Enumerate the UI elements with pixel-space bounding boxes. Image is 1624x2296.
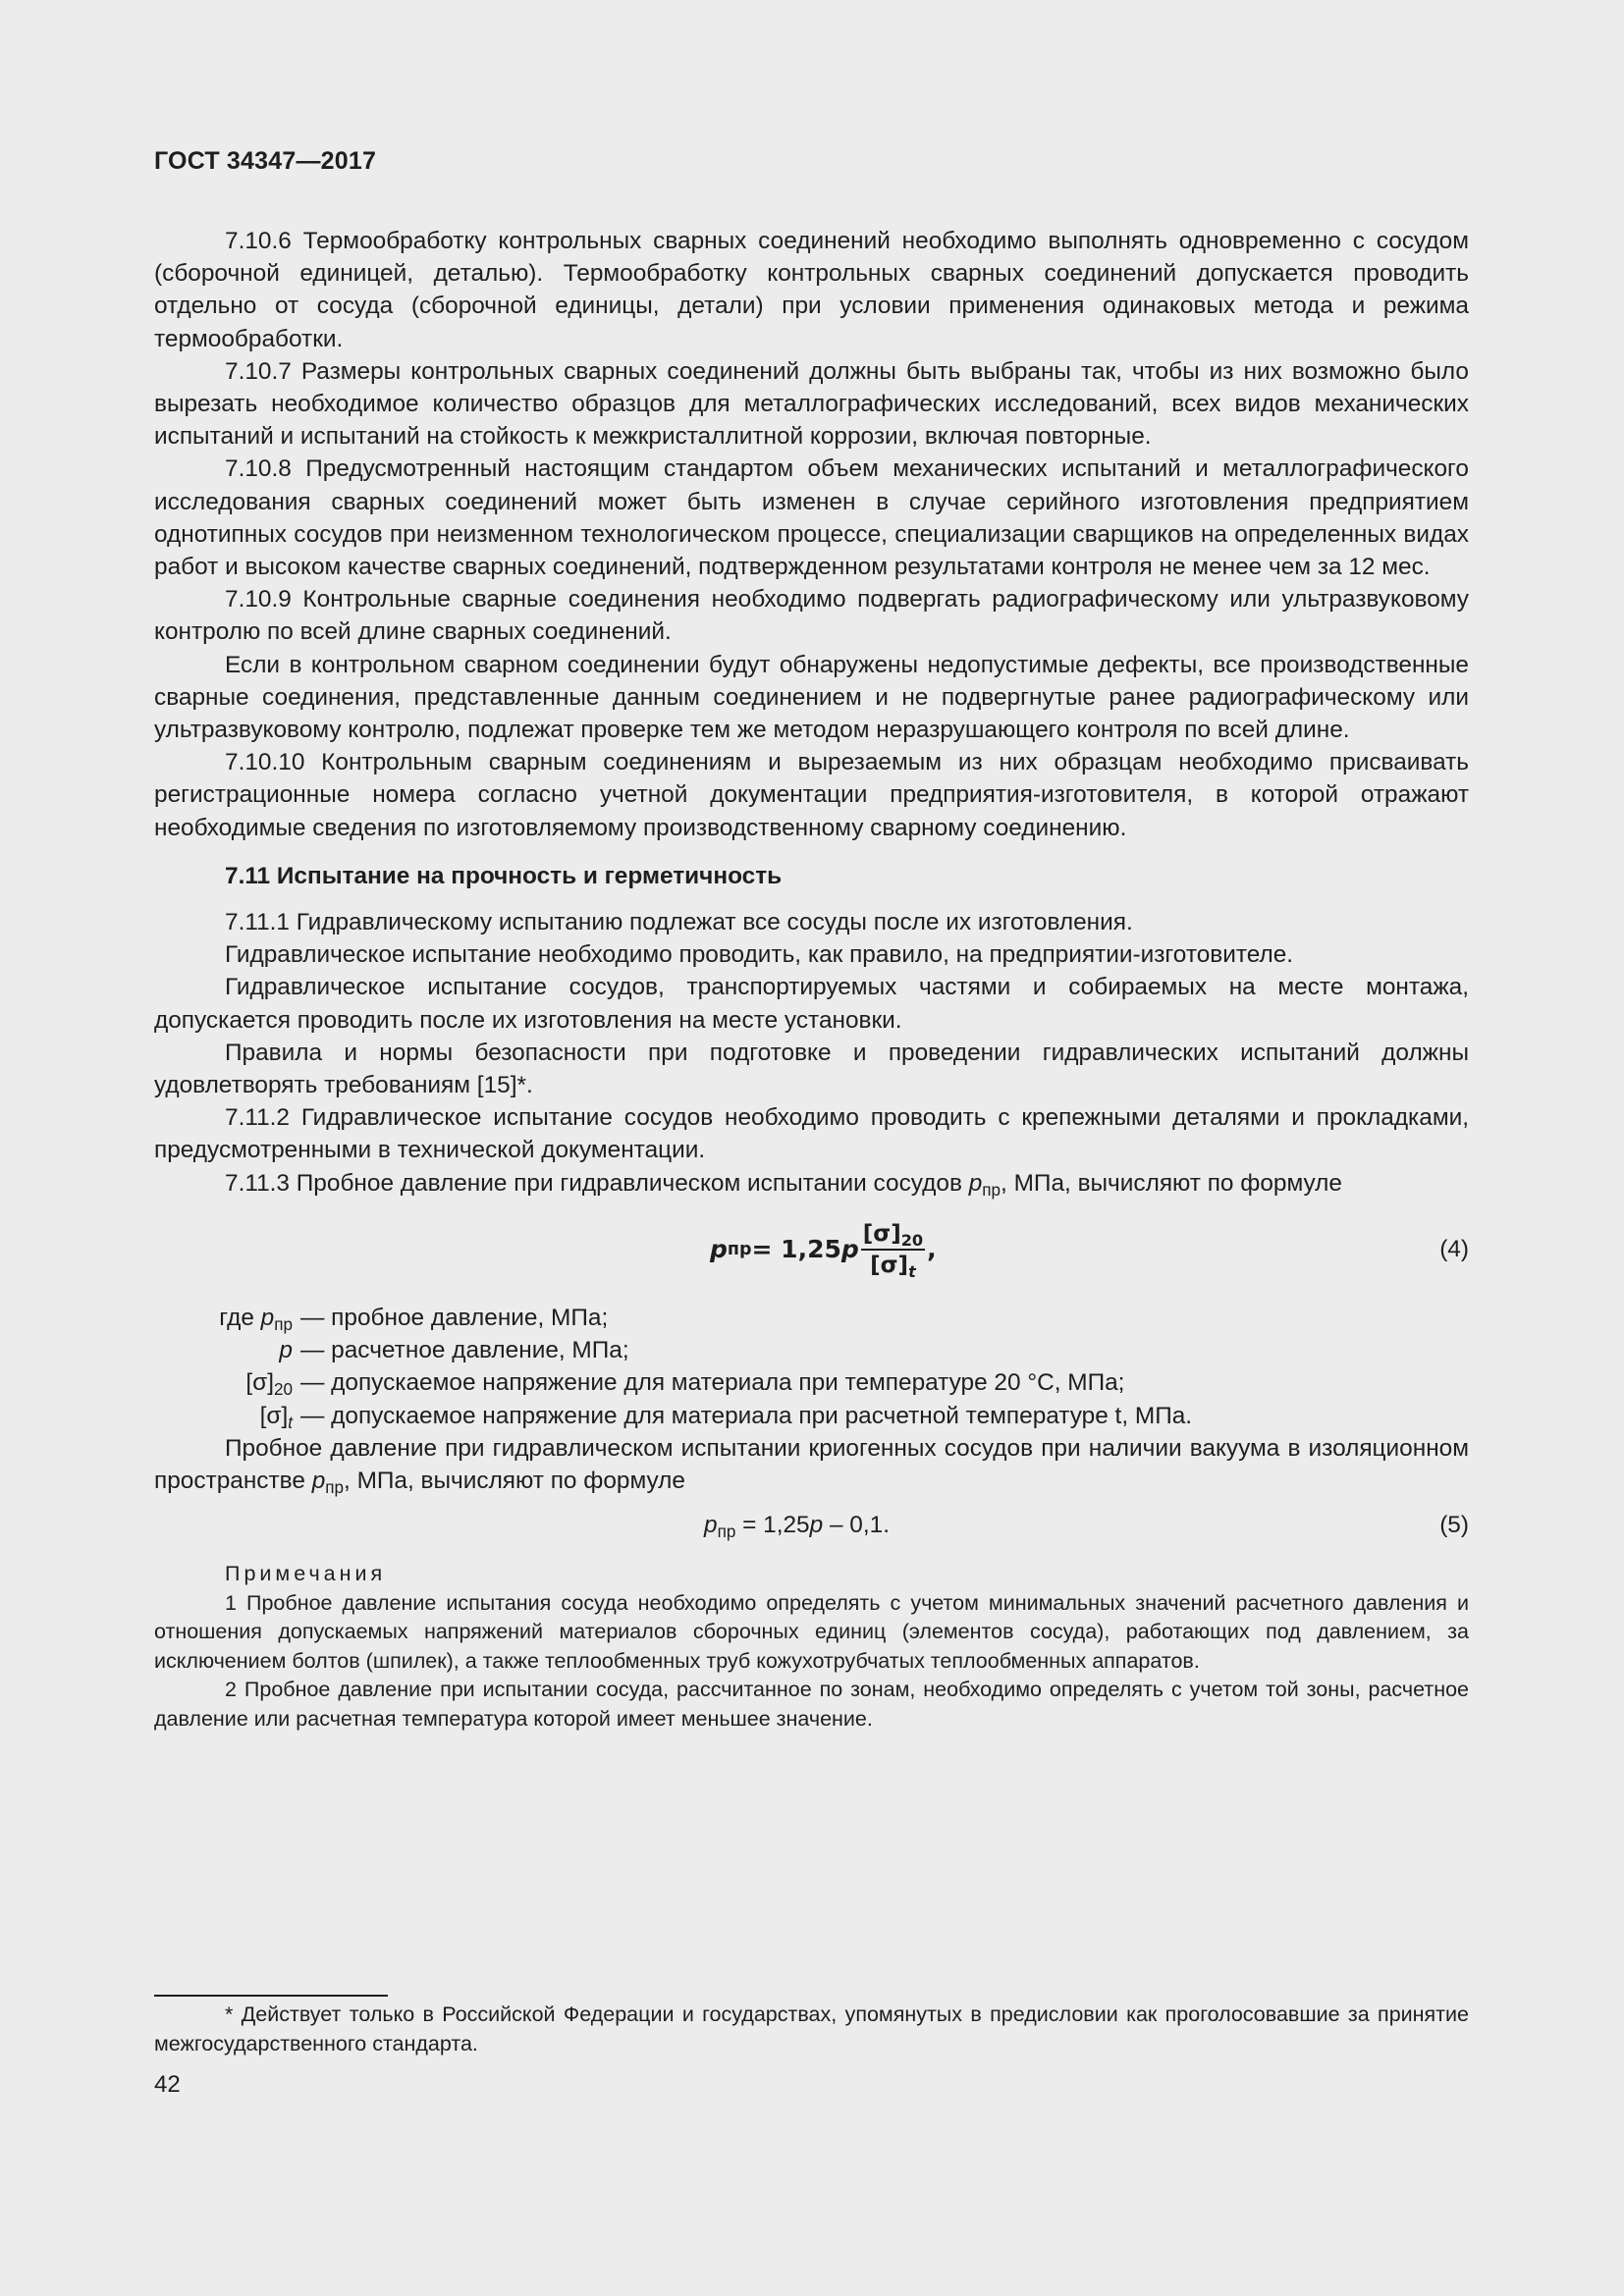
formula-lhs: p: [710, 1235, 728, 1264]
paragraph-7-10-7: 7.10.7 Размеры контрольных сварных соединений должны быть выбраны так, чтобы из них возможно было вырезать необходимое количество образцов для металлографических исследований, всех видов механических испытаний и испытаний на стойкость к межкристаллитной коррозии, включая повторные.: [154, 357, 1469, 451]
paragraph-hydro-parts: Гидравлическое испытание сосудов, транспортируемых частями и собираемых на месте монтажа, допускается проводить после их изготовления на месте установки.: [154, 974, 1469, 1034]
formula-5: [154, 1507, 1469, 1546]
symbol-sub: 20: [274, 1380, 293, 1400]
paragraph-safety-rules: Правила и нормы безопасности при подготовке и проведении гидравлических испытаний должны удовлетворять требованиям [15]*.: [154, 1039, 1469, 1099]
symbol: p: [279, 1337, 293, 1364]
section-title-7-11: 7.11 Испытание на прочность и герметичность: [225, 862, 783, 889]
definition-symbol: [154, 1302, 300, 1334]
symbol-sub: пр: [274, 1314, 293, 1334]
text-segment: Пробное давление при гидравлическом испытании криогенных сосудов при наличии вакуума в изоляционном пространстве: [154, 1434, 1469, 1494]
formula-lhs: p: [704, 1512, 718, 1539]
symbol: [σ]: [259, 1402, 289, 1429]
formula-4-expression: p пр = 1,25 p $\frac{[\sigma]_{20}}{[\sigma]_t}$ ,: [710, 1220, 937, 1281]
subscript: пр: [982, 1180, 1001, 1200]
numerator-sub: 20: [900, 1230, 924, 1250]
definition-text: — допускаемое напряжение для материала при расчетной температуре t, МПа.: [300, 1402, 1193, 1429]
subscript: пр: [325, 1477, 345, 1497]
note-item: 1 Пробное давление испытания сосуда необходимо определять с учетом минимальных значений расчетного давления и отношения допускаемых напряжений материалов сборочных единиц (элементов сосуда), работающих под давлением, за исключением болтов (шпилек), а также теплообменных труб кожухотрубчатых теплообменных аппаратов.: [154, 1590, 1469, 1673]
paragraph-hydro-plant: Гидравлическое испытание необходимо проводить, как правило, на предприятии-изготовителе.: [225, 941, 1294, 969]
definition-row: [154, 1334, 1469, 1366]
definition-row: [154, 1400, 1469, 1432]
formula-tail: – 0,1.: [823, 1512, 890, 1539]
definition-symbol: [154, 1400, 300, 1432]
definition-symbol: [154, 1366, 300, 1399]
note-item: 2 Пробное давление при испытании сосуда, рассчитанное по зонам, необходимо определять с учетом той зоны, расчетное давление или расчетная температура которой имеет меньшее значение.: [154, 1678, 1469, 1731]
definition-row: [154, 1302, 1469, 1334]
footnote-divider: [154, 1995, 388, 1997]
symbol-sub: t: [288, 1413, 293, 1432]
denominator-sym: [σ]: [870, 1252, 909, 1278]
paragraph-7-11-1: 7.11.1 Гидравлическому испытанию подлежат все сосуды после их изготовления.: [225, 909, 1133, 936]
footnote: * Действует только в Российской Федерации и государствах, упомянутых в предисловии как проголосовавшие за принятие межгосударственного стандарта.: [154, 2002, 1469, 2056]
formula-rhs: = 1,25: [735, 1512, 810, 1539]
paragraph-7-10-6: 7.10.6 Термообработку контрольных сварных соединений необходимо выполнять одновременно с сосудом (сборочной единицей, деталью). Термообработку контрольных сварных соединений допускается проводить отдельно от сосуда (сборочной единицы, детали) при условии применения одинаковых метода и режима термообработки.: [154, 228, 1469, 352]
definition-text: — допускаемое напряжение для материала при температуре 20 °С, МПа;: [300, 1369, 1125, 1397]
page-number: 42: [154, 2071, 181, 2098]
definitions-list: [154, 1302, 1469, 1432]
paragraph-7-11-2: 7.11.2 Гидравлическое испытание сосудов необходимо проводить с крепежными деталями и прокладками, предусмотренными в технической документации.: [154, 1104, 1469, 1164]
equation-number-5: (5): [1439, 1512, 1469, 1539]
symbol-p: p: [311, 1467, 326, 1494]
formula-lhs-sub: пр: [717, 1522, 736, 1542]
formula-eq: = 1,25: [751, 1235, 841, 1264]
paragraph-7-10-9: 7.10.9 Контрольные сварные соединения необходимо подвергать радиографическому или ультразвуковому контролю по всей длине сварных соединений.: [154, 586, 1469, 646]
paragraph-defects: Если в контрольном сварном соединении будут обнаружены недопустимые дефекты, все производственные сварные соединения, представленные данным соединением и не подвергнутые ранее радиографическому или ультразвуковому контролю, подлежат проверке тем же методом неразрушающего контроля по всей длине.: [154, 651, 1469, 744]
formula-4: [154, 1211, 1469, 1296]
document-body: [154, 225, 1469, 1734]
formula-tail: ,: [927, 1235, 937, 1264]
formula-fraction: [861, 1219, 925, 1280]
text-segment: 7.11.3 Пробное давление при гидравлическом испытании сосудов: [225, 1169, 969, 1197]
notes-block: [154, 1560, 1469, 1734]
formula-p: p: [809, 1512, 824, 1539]
formula-p: p: [840, 1235, 859, 1264]
document-header: ГОСТ 34347—2017: [154, 147, 377, 175]
notes-title: Примечания: [225, 1562, 387, 1586]
definition-symbol: [154, 1334, 300, 1366]
definition-row: [154, 1366, 1469, 1399]
denominator-sub: t: [908, 1261, 916, 1281]
symbol: [σ]: [245, 1369, 274, 1397]
paragraph-7-10-10: 7.10.10 Контрольным сварным соединениям и вырезаемым из них образцам необходимо присваивать регистрационные номера согласно учетной документации предприятия-изготовителя, в которой отражают необходимые сведения по изготовляемому производственному сварному соединению.: [154, 749, 1469, 841]
formula-5-expression: [704, 1509, 890, 1541]
numerator-sym: [σ]: [862, 1220, 901, 1247]
definition-lead: где: [219, 1304, 261, 1331]
definition-text: — расчетное давление, МПа;: [300, 1337, 629, 1364]
paragraph-7-10-8: 7.10.8 Предусмотренный настоящим стандартом объем механических испытаний и металлографического исследования сварных соединений может быть изменен в случае серийного изготовления предприятием однотипных сосудов при неизменном технологическом процессе, специализации сварщиков на определенных видах работ и высоком качестве сварных соединений, подтвержденном результатами контроля не менее чем за 12 мес.: [154, 455, 1469, 581]
paragraph-7-11-3: [154, 1167, 1469, 1200]
text-segment: , МПа, вычисляют по формуле: [344, 1467, 685, 1494]
fraction-denominator: [870, 1251, 916, 1280]
text-segment: , МПа, вычисляют по формуле: [1001, 1169, 1342, 1197]
symbol-p: p: [968, 1169, 983, 1197]
equation-number-4: (4): [1439, 1235, 1469, 1262]
fraction-numerator: [861, 1219, 925, 1251]
paragraph-cryogenic: [154, 1432, 1469, 1497]
definition-text: — пробное давление, МПа;: [300, 1304, 609, 1331]
symbol: p: [260, 1304, 275, 1331]
